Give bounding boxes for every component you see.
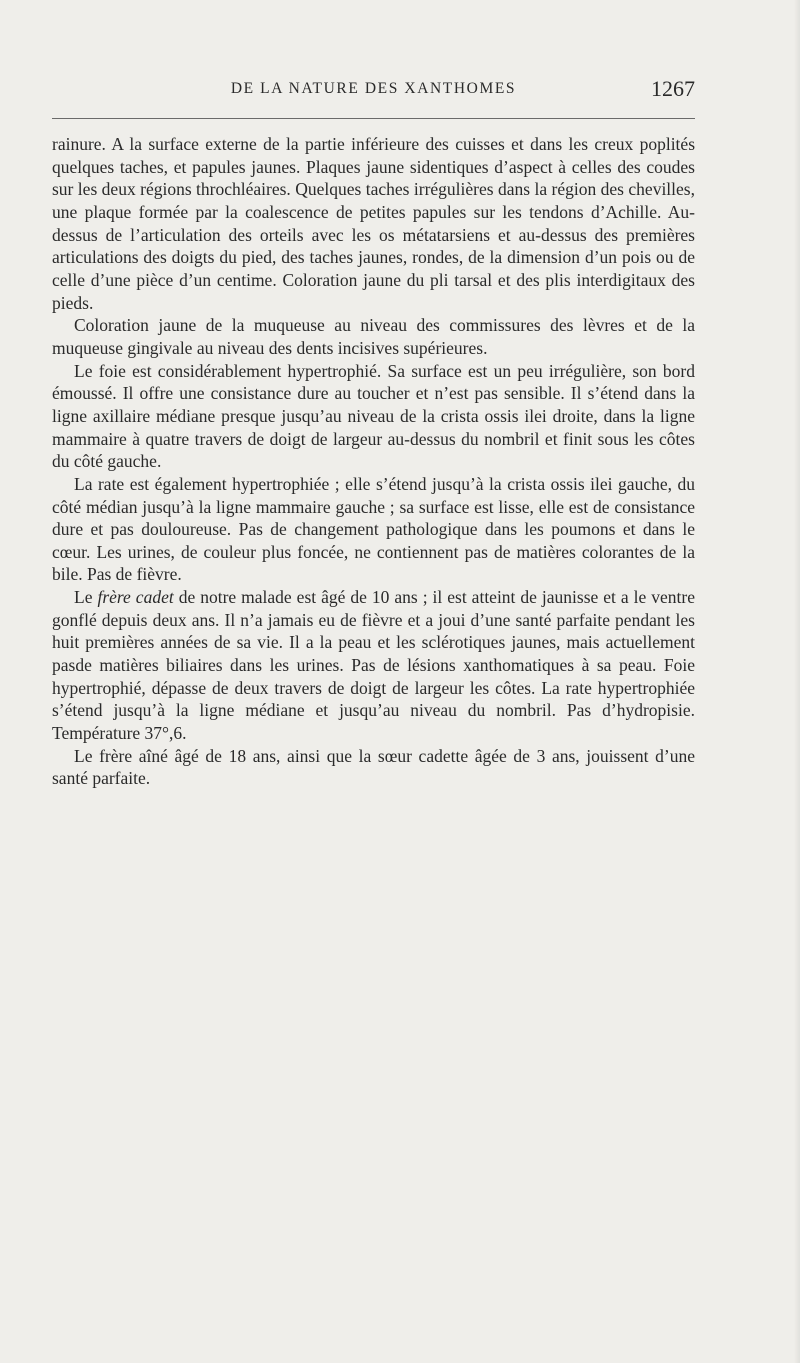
running-head: [52, 76, 695, 106]
paragraph-4: La rate est également hypertrophiée ; elle s’étend jusqu’à la crista ossis ilei gauche, du côté médian jusqu’à la ligne mammaire gauche ; sa surface est lisse, elle est de consistance dure et pas douloureuse. Pas de changement pathologique dans les poumons et dans le cœur. Les urines, de couleur plus foncée, ne contiennent pas de matières colorantes de la bile. Pas de fièvre.: [52, 473, 695, 585]
paragraph-2: Coloration jaune de la muqueuse au niveau des commissures des lèvres et de la muqueuse gingivale au niveau des dents incisives supérieures.: [52, 315, 695, 358]
header-rule: [52, 118, 695, 119]
paragraph-6: Le frère aîné âgé de 18 ans, ainsi que la sœur cadette âgée de 3 ans, jouissent d’une santé parfaite.: [52, 745, 695, 789]
paragraph-5-rest: de notre malade est âgé de 10 ans ; il est atteint de jaunisse et a le ventre gonflé depuis deux ans. Il n’a jamais eu de fièvre et a joui d’une santé parfaite pendant les huit premières années de sa vie. Il a la peau et les sclérotiques jaunes, mais actuellement pasde matières biliaires dans les urines. Pas de lésions xanthomatiques à sa peau. Foie hypertrophié, dépasse de deux travers de doigt de largeur les côtes. La rate hypertrophiée s’étend jusqu’à la ligne médiane et jusqu’au niveau du nombril. Pas d’hydropisie. Température 37°,6.: [52, 587, 695, 744]
running-title: DE LA NATURE DES XANTHOMES: [230, 80, 517, 97]
paragraph-5-italic: frère cadet: [97, 587, 174, 608]
paragraph-5-lead: Le: [74, 587, 98, 608]
page-number: 1267: [651, 76, 695, 101]
paragraph-3: Le foie est considérablement hypertrophié. Sa surface est un peu irrégulière, son bord émoussé. Il offre une consistance dure au toucher et n’est pas sensible. Il s’étend dans la ligne axillaire médiane presque jusqu’au niveau de la crista ossis ilei droite, dans la ligne mammaire à quatre travers de doigt de largeur au-dessus du nombril et finit sous les côtes du côté gauche.: [52, 360, 695, 472]
page-edge-shadow: [794, 0, 800, 1363]
paragraph-5: [52, 586, 695, 745]
paragraph-1: rainure. A la surface externe de la partie inférieure des cuisses et dans les creux poplités quelques taches, et papules jaunes. Plaques jaune sidentiques d’aspect à celles des coudes sur les deux régions throchléaires. Quelques taches irrégulières dans la région des chevilles, une plaque formée par la coalescence de petites papules sur les tendons d’Achille. Au-dessus de l’articulation des orteils avec les os métatarsiens et au-dessus des premières articulations des doigts du pied, des taches jaunes, rondes, de la dimension d’un pois ou de celle d’une pièce d’un centime. Coloration jaune du pli tarsal et des plis interdigitaux des pieds.: [52, 134, 695, 313]
body-text: [52, 133, 695, 790]
